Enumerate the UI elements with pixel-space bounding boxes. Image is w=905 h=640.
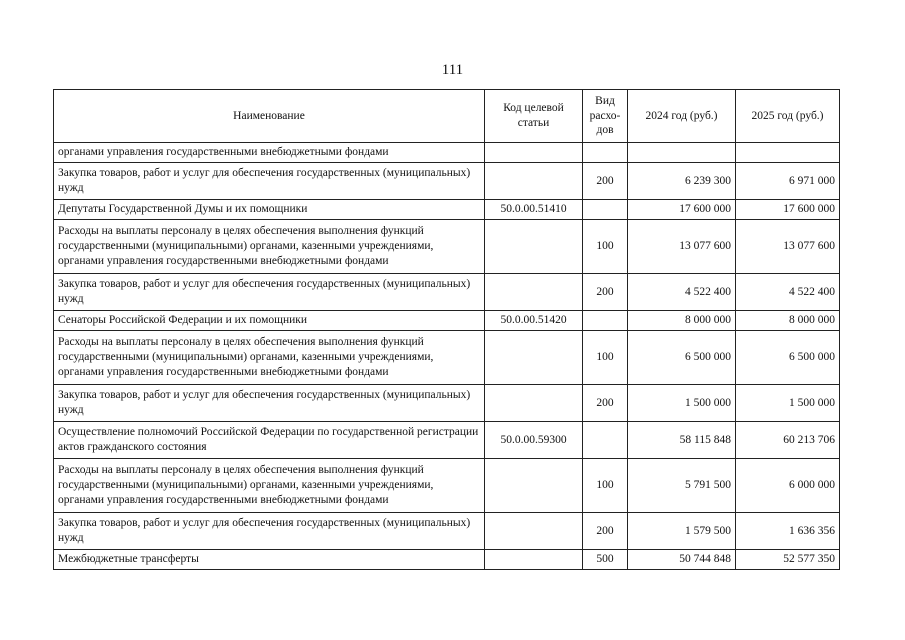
table-row (54, 220, 840, 274)
cell-expense-type (583, 200, 628, 220)
cell-2025: 6 000 000 (736, 459, 840, 513)
cell-code (485, 220, 583, 274)
cell-2025: 60 213 706 (736, 422, 840, 459)
cell-name: органами управления государственными внебюджетными фондами (54, 143, 485, 163)
cell-expense-type: 100 (583, 331, 628, 385)
cell-2024: 1 579 500 (628, 513, 736, 550)
cell-code: 50.0.00.51410 (485, 200, 583, 220)
cell-name: Закупка товаров, работ и услуг для обеспечения государственных (муниципальных) нужд (54, 274, 485, 311)
cell-expense-type (583, 422, 628, 459)
cell-expense-type (583, 143, 628, 163)
cell-2025: 1 636 356 (736, 513, 840, 550)
table-row (54, 331, 840, 385)
cell-code: 50.0.00.51420 (485, 311, 583, 331)
table-row (54, 311, 840, 331)
cell-expense-type: 100 (583, 459, 628, 513)
cell-code (485, 331, 583, 385)
cell-2025: 52 577 350 (736, 550, 840, 570)
table-row (54, 513, 840, 550)
cell-code (485, 459, 583, 513)
cell-2025: 13 077 600 (736, 220, 840, 274)
header-year-2025: 2025 год (руб.) (736, 90, 840, 143)
cell-name: Расходы на выплаты персоналу в целях обеспечения выполнения функций государственными (муниципальными) органами, казенными учреждениями, органами управления государственными внебюджетными фондами (54, 220, 485, 274)
cell-expense-type: 200 (583, 163, 628, 200)
cell-2024: 4 522 400 (628, 274, 736, 311)
budget-table (53, 89, 840, 570)
cell-name: Расходы на выплаты персоналу в целях обеспечения выполнения функций государственными (муниципальными) органами, казенными учреждениями, органами управления государственными внебюджетными фондами (54, 331, 485, 385)
cell-code (485, 274, 583, 311)
page-number: 111 (441, 62, 464, 78)
header-code: Код целевой статьи (485, 90, 583, 143)
cell-name: Закупка товаров, работ и услуг для обеспечения государственных (муниципальных) нужд (54, 513, 485, 550)
table-row (54, 143, 840, 163)
header-year-2024: 2024 год (руб.) (628, 90, 736, 143)
cell-2024: 6 500 000 (628, 331, 736, 385)
cell-code (485, 385, 583, 422)
cell-code (485, 513, 583, 550)
cell-code (485, 163, 583, 200)
cell-expense-type (583, 311, 628, 331)
cell-2025: 6 500 000 (736, 331, 840, 385)
cell-expense-type: 100 (583, 220, 628, 274)
cell-2024: 58 115 848 (628, 422, 736, 459)
cell-name: Закупка товаров, работ и услуг для обеспечения государственных (муниципальных) нужд (54, 385, 485, 422)
table-row (54, 459, 840, 513)
cell-name: Расходы на выплаты персоналу в целях обеспечения выполнения функций государственными (муниципальными) органами, казенными учреждениями, органами управления государственными внебюджетными фондами (54, 459, 485, 513)
cell-expense-type: 500 (583, 550, 628, 570)
cell-name: Сенаторы Российской Федерации и их помощники (54, 311, 485, 331)
table-row (54, 385, 840, 422)
table-row (54, 422, 840, 459)
cell-name: Закупка товаров, работ и услуг для обеспечения государственных (муниципальных) нужд (54, 163, 485, 200)
table-header-row (54, 90, 840, 143)
header-expense-type: Вид расхо-дов (583, 90, 628, 143)
header-name: Наименование (54, 90, 485, 143)
cell-2024: 6 239 300 (628, 163, 736, 200)
cell-expense-type: 200 (583, 274, 628, 311)
cell-2024: 1 500 000 (628, 385, 736, 422)
cell-2025: 17 600 000 (736, 200, 840, 220)
cell-2025: 8 000 000 (736, 311, 840, 331)
cell-2024: 13 077 600 (628, 220, 736, 274)
cell-name: Осуществление полномочий Российской Федерации по государственной регистрации актов гражданского состояния (54, 422, 485, 459)
cell-2025 (736, 143, 840, 163)
cell-2024: 8 000 000 (628, 311, 736, 331)
cell-code: 50.0.00.59300 (485, 422, 583, 459)
cell-2024 (628, 143, 736, 163)
cell-name: Депутаты Государственной Думы и их помощники (54, 200, 485, 220)
cell-2025: 6 971 000 (736, 163, 840, 200)
cell-2024: 17 600 000 (628, 200, 736, 220)
table-row (54, 200, 840, 220)
cell-code (485, 550, 583, 570)
cell-expense-type: 200 (583, 385, 628, 422)
cell-2024: 5 791 500 (628, 459, 736, 513)
cell-expense-type: 200 (583, 513, 628, 550)
cell-2025: 4 522 400 (736, 274, 840, 311)
cell-code (485, 143, 583, 163)
table-row (54, 274, 840, 311)
cell-2025: 1 500 000 (736, 385, 840, 422)
table-row (54, 550, 840, 570)
table-row (54, 163, 840, 200)
cell-name: Межбюджетные трансферты (54, 550, 485, 570)
cell-2024: 50 744 848 (628, 550, 736, 570)
